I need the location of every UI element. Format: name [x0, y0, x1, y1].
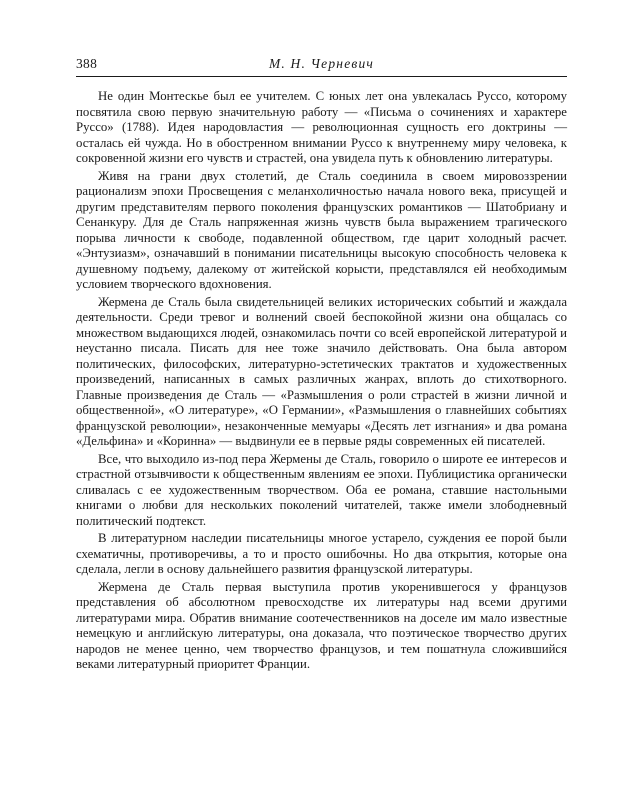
paragraph: В литературном наследии писательницы многое устарело, суждения ее порой были схематичны, противоречивы, а то и просто ошибочны. Но два открытия, которые она сделала, легли в основу дальнейшего развития французской литературы. — [76, 531, 567, 576]
body-text — [76, 89, 567, 675]
paragraph: Все, что выходило из-под пера Жермены де Сталь, говорило о широте ее интересов и страстной отзывчивости к общественным явлениям ее эпохи. Публицистика органически сливалась с ее художественным творчеством. Оба ее романа, ставшие настольными книгами о любви для нескольких поколений читателей, также имели злободневный политический подтекст. — [76, 451, 567, 528]
paragraph: Не один Монтескье был ее учителем. С юных лет она увлекалась Руссо, которому посвятила свою первую значительную работу — «Письма о сочинениях и характере Руссо» (1788). Идея народовластия — революционная сущность его доктрины — осталась ей чужда. Но в обостренном внимании Руссо к внутреннему миру человека, к сокровенной жизни его чувств и страстей, она увидела путь к обновлению литературы. — [76, 89, 567, 165]
page-number: 388 — [76, 56, 98, 71]
paragraph: Живя на грани двух столетий, де Сталь соединила в своем мировоззрении рационализм эпохи Просвещения с меланхоличностью начала нового века, присущей и другим представителям первого поколения французских романтиков — Шатобриану и Сенанкуру. Для де Сталь напряженная жизнь чувств была выражением трагического порыва личности к свободе, подавленной обществом, где царит холодный расчет. «Энтузиазм», означавший в понимании писательницы высокую способность человека к душевному подъему, далекому от житейской корысти, представлялся ей необходимым условием творческого вдохновения. — [76, 168, 567, 291]
paragraph: Жермена де Сталь была свидетельницей великих исторических событий и жаждала деятельности. Среди тревог и волнений своей беспокойной жизни она общалась со множеством выдающихся людей, ознакомилась почти со всей европейской литературой и неустанно писала. Писать для нее тоже значило действовать. Она была автором политических, философских, литературно-эстетических трактатов и художественных произведений, написанных в самых различных жанрах, вплоть до стихотворного. Главные произведения де Сталь — «Размышления о роли страстей в жизни личной и общественной», «О литературе», «О Германии», «Размышления о главнейших событиях французской революции», незаконченные мемуары «Десять лет изгнания» и два романа «Дельфина» и «Коринна» — выдвинули ее в первые ряды современных ей писателей. — [76, 294, 567, 448]
header-rule — [76, 76, 567, 77]
running-title: М. Н. Черневич — [268, 56, 375, 71]
page-header — [76, 54, 567, 76]
paragraph: Жермена де Сталь первая выступила против укоренившегося у французов представления об абсолютном превосходстве их литературы над всеми другими литературами мира. Обратив внимание соотечественников на доселе им мало известные немецкую и английскую литературы, она доказала, что поэтическое творчество других народов не менее ценно, чем творчество французов, и тем пошатнула сложившийся веками литературный приоритет Франции. — [76, 579, 567, 671]
